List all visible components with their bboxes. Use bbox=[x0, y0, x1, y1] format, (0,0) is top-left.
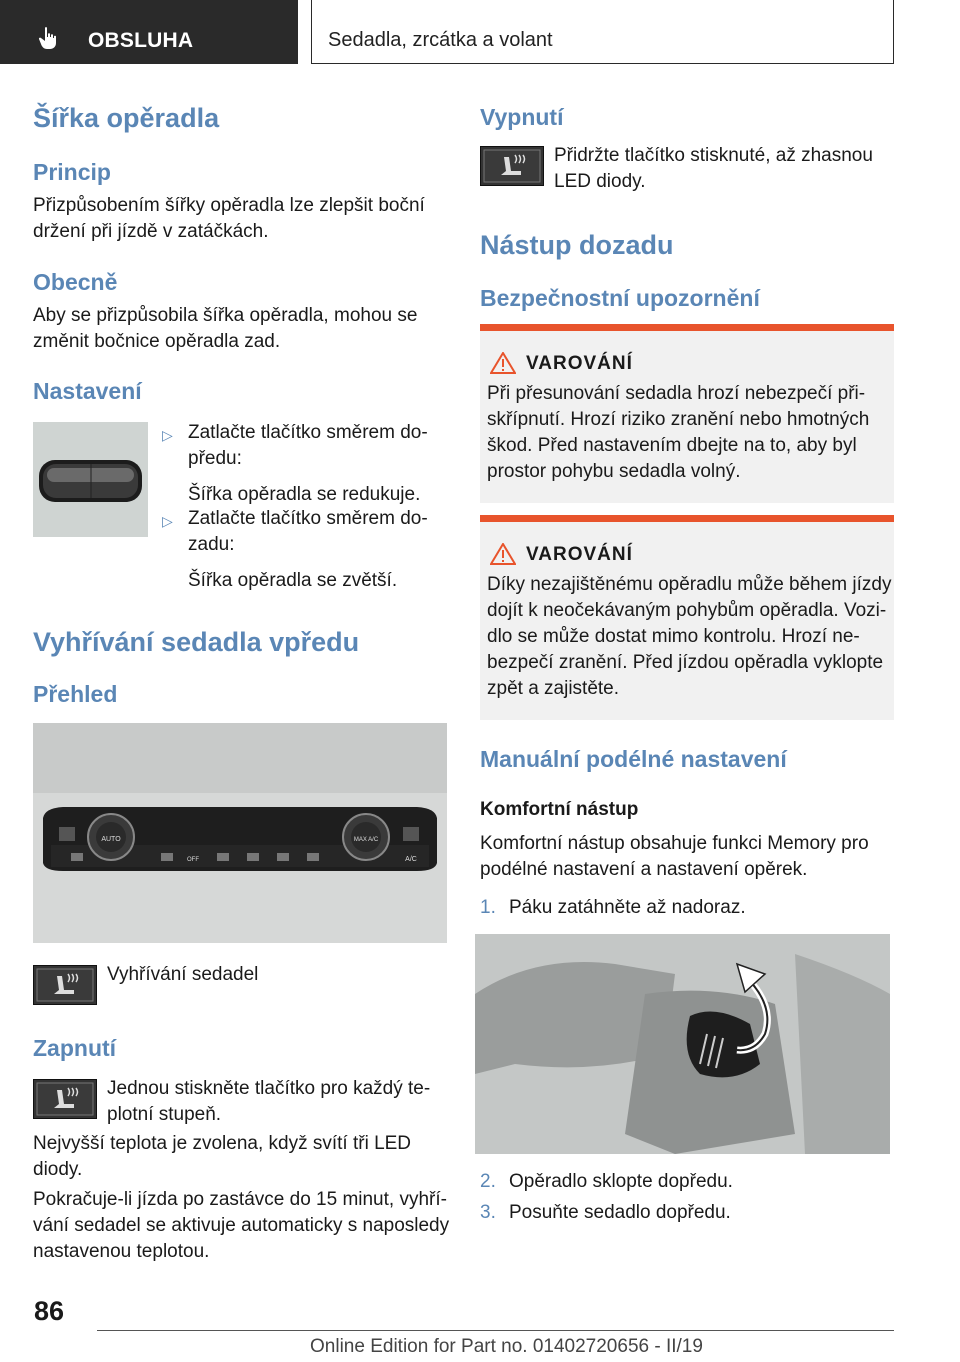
warning-triangle-icon bbox=[490, 543, 516, 565]
heating-title: Vyhřívání sedadla vpředu bbox=[33, 627, 360, 657]
vypnuti-heading: Vypnutí bbox=[480, 104, 564, 130]
komfort-text: Komfortní nástup obsahuje funkci Memory pro podélné nastavení a nastavení opěrek. bbox=[480, 833, 869, 880]
ac-label: A/C bbox=[405, 856, 417, 863]
princip-text: Přizpůsobením šířky opěradla lze zlepšit boční držení při jízdě v zatáčkách. bbox=[33, 195, 425, 242]
list-item: 3. Posuňte sedadlo dopředu. bbox=[480, 1202, 731, 1223]
heating-caption: Vyhřívání sedadel bbox=[107, 964, 259, 985]
komfort-heading: Komfortní nástup bbox=[480, 799, 639, 820]
warning-text: Při přesunování sedadla hrozí nebezpečí při- skřípnutí. Hrozí riziko zranění nebo hmotných škod. Před nastavením dbejte na to, aby byl prostor pohybu sedadla volný. bbox=[487, 383, 870, 482]
warning-text: Díky nezajištěnému opěradlu může během jízdy dojít k neočekávaným pohybům opěradla. Vozi- dlo se může dostat mimo kontrolu. Hrozí ne- bezpečí zranění. Před jízdou opěradla vyklopte zpět a zajistěte. bbox=[487, 574, 892, 699]
zapnuti-text: Jednou stiskněte tlačítko pro každý te- plotní stupeň. bbox=[107, 1078, 431, 1125]
nastup-title: Nástup dozadu bbox=[480, 230, 674, 260]
off-label: OFF bbox=[187, 857, 199, 863]
safety-heading: Bezpečnostní upozornění bbox=[480, 285, 760, 311]
page-title: Šířka opěradla bbox=[33, 103, 220, 133]
manual-heading: Manuální podélné nastavení bbox=[480, 746, 787, 772]
prehled-heading: Přehled bbox=[33, 681, 118, 707]
auto-label: AUTO bbox=[101, 836, 121, 843]
seat-heating-icon bbox=[33, 1079, 97, 1119]
step-1: ▷ Zatlačte tlačítko směrem do- předu: Šířka opěradla se redukuje. bbox=[162, 422, 428, 505]
warning-box bbox=[480, 515, 894, 720]
obecne-text: Aby se přizpůsobila šířka opěradla, mohou se změnit bočnice opěradla zad. bbox=[33, 305, 418, 352]
section-label: OBSLUHA bbox=[88, 29, 194, 52]
seat-heating-icon bbox=[480, 146, 544, 186]
list-item: 1. Páku zatáhněte až nadoraz. bbox=[480, 897, 746, 918]
warning-title: VAROVÁNÍ bbox=[526, 353, 633, 374]
topic-header bbox=[311, 0, 894, 64]
led-paragraph: Nejvyšší teplota je zvolena, když svítí tři LED diody. bbox=[33, 1133, 412, 1180]
nastaveni-heading: Nastavení bbox=[33, 378, 142, 404]
list-item: 2. Opěradlo sklopte dopředu. bbox=[480, 1171, 733, 1192]
page-number: 86 bbox=[34, 1296, 65, 1326]
step-marker: ▷ bbox=[162, 513, 173, 529]
seat-lever-image bbox=[475, 934, 890, 1154]
warning-title: VAROVÁNÍ bbox=[526, 544, 633, 565]
section-tab bbox=[0, 0, 298, 64]
resume-paragraph: Pokračuje-li jízda po zastávce do 15 minut, vyhří- vání sedadel se aktivuje automaticky s naposledy nastavenou teplotou. bbox=[33, 1189, 450, 1262]
warning-triangle-icon bbox=[490, 352, 516, 374]
footer-divider bbox=[97, 1330, 894, 1331]
maxac-label: MAX A/C bbox=[353, 837, 379, 843]
princip-heading: Princip bbox=[33, 159, 111, 185]
hand-pointer-icon bbox=[38, 26, 60, 50]
seat-width-button-image bbox=[33, 422, 148, 537]
climate-panel-image bbox=[33, 723, 447, 943]
seat-heating-icon bbox=[33, 965, 97, 1005]
edition-text: Online Edition for Part no. 01402720656 - II/19 bbox=[310, 1336, 703, 1357]
topic-label: Sedadla, zrcátka a volant bbox=[328, 29, 553, 51]
zapnuti-heading: Zapnutí bbox=[33, 1035, 117, 1061]
step-2: ▷ Zatlačte tlačítko směrem do- zadu: Šířka opěradla se zvětší. bbox=[162, 508, 428, 591]
obecne-heading: Obecně bbox=[33, 269, 118, 295]
vypnuti-text: Přidržte tlačítko stisknuté, až zhasnou LED diody. bbox=[554, 145, 873, 192]
warning-box bbox=[480, 324, 894, 503]
step-marker: ▷ bbox=[162, 427, 173, 443]
